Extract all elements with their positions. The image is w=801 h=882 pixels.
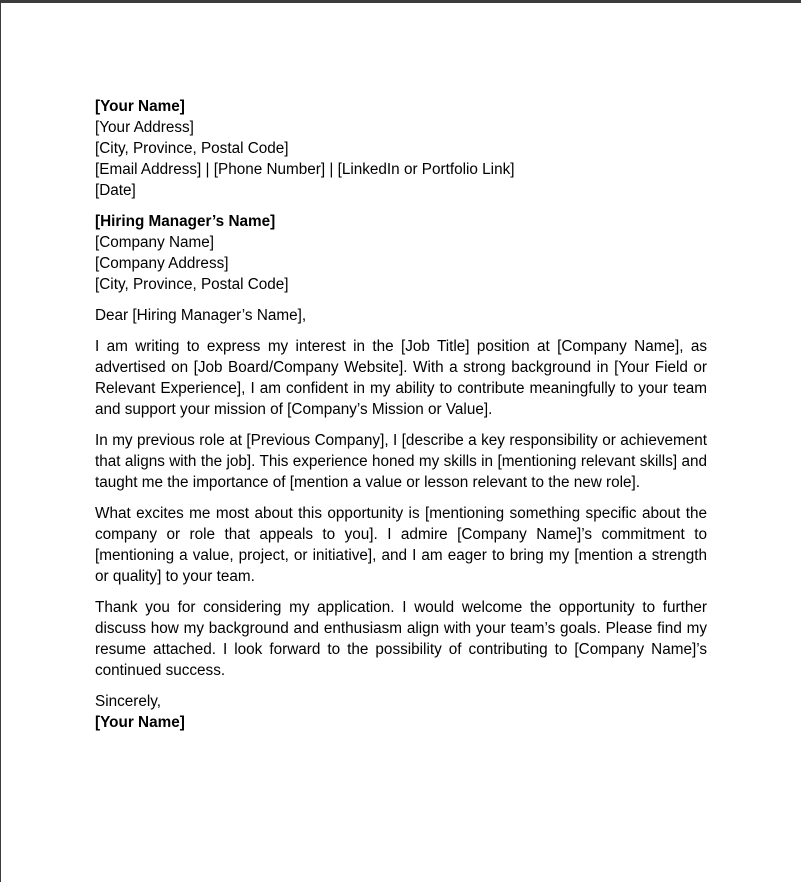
recipient-name: [Hiring Manager’s Name]: [95, 213, 276, 230]
signature-name: [Your Name]: [95, 714, 185, 731]
body-paragraph-motivation: What excites me most about this opportunity is [mentioning something specific about the company or role that appeals to you]. I admire [Company Name]’s commitment to [mentioning a value, project, or initiative], and I am eager to bring my [mention a strength or quality] to your team.: [95, 505, 707, 585]
recipient-block: [95, 211, 707, 295]
sender-address: [Your Address]: [95, 119, 194, 136]
window-left-border: [0, 0, 1, 882]
body-paragraph-experience: In my previous role at [Previous Company], I [describe a key responsibility or achievement that aligns with the job]. This experience honed my skills in [mentioning relevant skills] and taught me the importance of [mention a value or lesson relevant to the new role].: [95, 432, 707, 491]
sender-name: [Your Name]: [95, 98, 185, 115]
salutation: Dear [Hiring Manager’s Name],: [95, 307, 307, 324]
recipient-company: [Company Name]: [95, 234, 215, 251]
valediction: Sincerely,: [95, 693, 162, 710]
sender-contact: [Email Address] | [Phone Number] | [LinkedIn or Portfolio Link]: [95, 161, 515, 178]
sender-city: [City, Province, Postal Code]: [95, 140, 289, 157]
letter-date: [Date]: [95, 182, 136, 199]
body-paragraph-intro: I am writing to express my interest in the [Job Title] position at [Company Name], as advertised on [Job Board/Company Website]. With a strong background in [Your Field or Relevant Experience], I am confident in my ability to contribute meaningfully to your team and support your mission of [Company’s Mission or Value].: [95, 338, 707, 418]
cover-letter-document: [95, 96, 707, 743]
body-paragraph-closing: Thank you for considering my application. I would welcome the opportunity to further discuss how my background and enthusiasm align with your team’s goals. Please find my resume attached. I look forward to the possibility of contributing to [Company Name]’s continued success.: [95, 599, 707, 679]
window-top-border: [0, 0, 801, 3]
recipient-address: [Company Address]: [95, 255, 229, 272]
closing-block: [95, 691, 707, 733]
recipient-city: [City, Province, Postal Code]: [95, 276, 289, 293]
sender-block: [95, 96, 707, 201]
